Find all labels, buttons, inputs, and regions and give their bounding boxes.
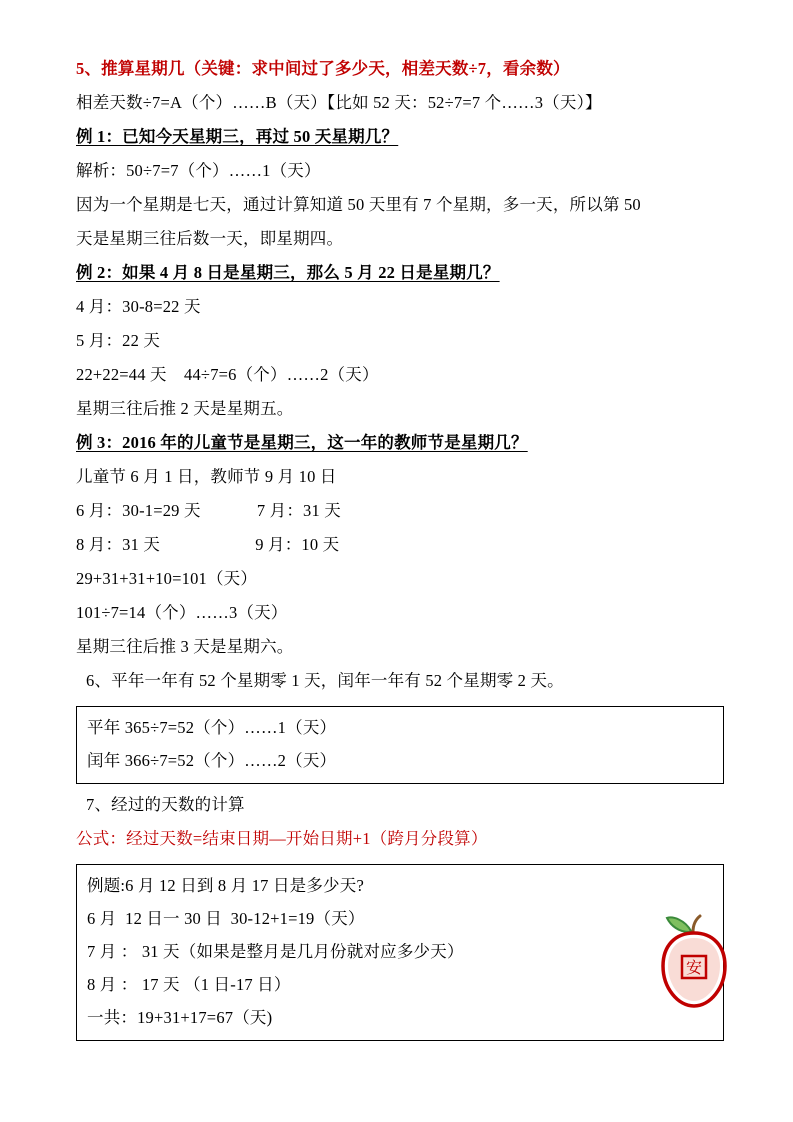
section-5-subheading: 相差天数÷7=A（个）……B（天）【比如 52 天：52÷7=7 个……3（天）】 — [76, 93, 602, 112]
example-2-line-4: 星期三往后推 2 天是星期五。 — [76, 399, 294, 418]
example-2-title: 例 2：如果 4 月 8 日是星期三，那么 5 月 22 日是星期几？ — [76, 263, 500, 282]
example-2-line-2: 5 月：22 天 — [76, 331, 161, 350]
example-3-line-6: 星期三往后推 3 天是星期六。 — [76, 637, 294, 656]
section-7-box-line-3: 7 月 ： 31 天（如果是整月是几月份就对应多少天） — [87, 942, 464, 961]
section-6-box-line-1: 平年 365÷7=52（个）……1（天） — [87, 718, 337, 737]
example-1-title: 例 1：已知今天星期三，再过 50 天星期几？ — [76, 127, 399, 146]
example-3-line-3: 8 月：31 天 9 月：10 天 — [76, 535, 340, 554]
section-6-heading: 6、平年一年有 52 个星期零 1 天，闰年一年有 52 个星期零 2 天。 — [86, 671, 564, 690]
example-1-line-1: 解析：50÷7=7（个）……1（天） — [76, 161, 321, 180]
section-6-box-line-2: 闰年 366÷7=52（个）……2（天） — [87, 751, 337, 770]
example-3-line-5: 101÷7=14（个）……3（天） — [76, 603, 288, 622]
section-5-heading: 5、推算星期几（关键：求中间过了多少天，相差天数÷7，看余数） — [76, 59, 570, 78]
apple-stamp-text: 安 — [685, 960, 703, 977]
section-7-box-line-1: 例题:6 月 12 日到 8 月 17 日是多少天? — [87, 876, 364, 895]
section-7-box-line-4: 8 月 ： 17 天 （1 日-17 日） — [87, 975, 291, 994]
apple-stamp-icon — [651, 914, 737, 1010]
section-7-box-line-5: 一共：19+31+17=67（天) — [87, 1008, 273, 1027]
example-3-title: 例 3：2016 年的儿童节是星期三，这一年的教师节是星期几？ — [76, 433, 528, 452]
section-7-formula: 公式：经过天数=结束日期—开始日期+1（跨月分段算） — [76, 829, 488, 848]
section-7-box — [76, 864, 724, 1041]
example-3-line-2: 6 月：30-1=29 天 7 月：31 天 — [76, 501, 341, 520]
example-2-line-1: 4 月：30-8=22 天 — [76, 297, 201, 316]
example-1-line-2: 因为一个星期是七天，通过计算知道 50 天里有 7 个星期，多一天，所以第 50 — [76, 195, 641, 214]
section-6-box — [76, 706, 724, 784]
section-7-heading: 7、经过的天数的计算 — [86, 795, 245, 814]
section-7-box-line-2: 6 月 12 日一 30 日 30-12+1=19（天） — [87, 909, 365, 928]
example-3-line-4: 29+31+31+10=101（天） — [76, 569, 258, 588]
example-1-line-3: 天是星期三往后数一天，即星期四。 — [76, 229, 344, 248]
example-3-line-1: 儿童节 6 月 1 日，教师节 9 月 10 日 — [76, 467, 337, 486]
example-2-line-3: 22+22=44 天 44÷7=6（个）……2（天） — [76, 365, 379, 384]
